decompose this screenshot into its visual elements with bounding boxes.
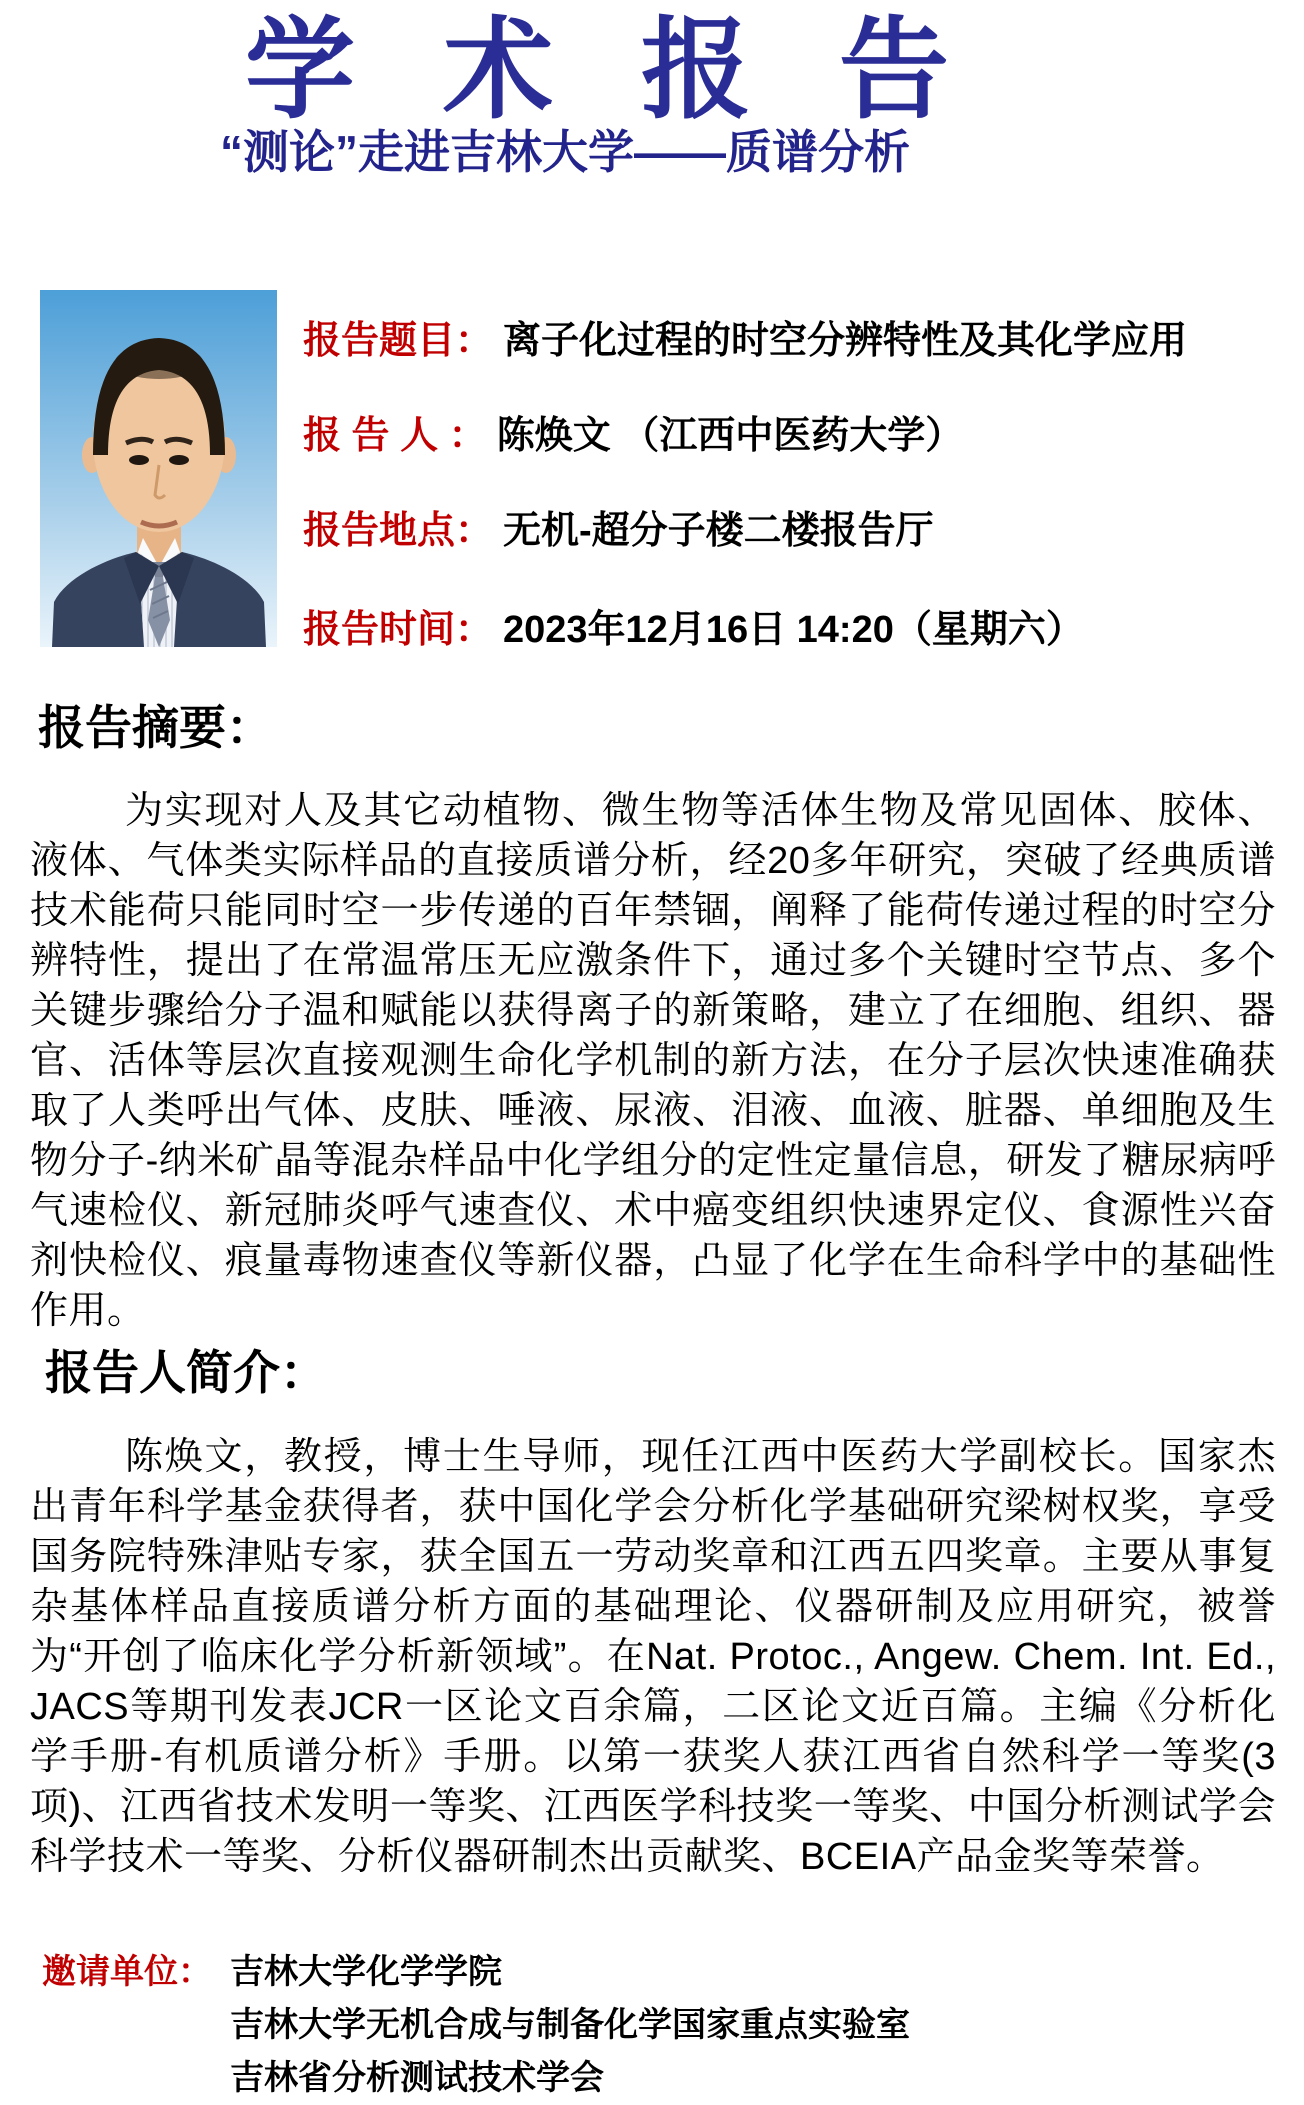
host-item: 吉林大学无机合成与制备化学国家重点实验室: [230, 2006, 910, 2044]
info-row-topic: [303, 318, 1187, 364]
bio-paragraph: 陈焕文，教授，博士生导师，现任江西中医药大学副校长。国家杰出青年科学基金获得者，获中国化学会分析化学基础研究梁树权奖，享受国务院特殊津贴专家，获全国五一劳动奖章和江西五四奖章。主要从事复杂基体样品直接质谱分析方面的基础理论、仪器研制及应用研究，被誉为“开创了临床化学分析新领域”。在Nat. Protoc., Angew. Chem. Int. Ed., JACS等期刊发表JCR一区论文百余篇，二区论文近百篇。主编《分析化学手册-有机质谱分析》手册。以第一获奖人获江西省自然科学一等奖(3项)、江西省技术发明一等奖、江西医学科技奖一等奖、中国分析测试学会科学技术一等奖、分析仪器研制杰出贡献奖、BCEIA产品金奖等荣誉。: [30, 1436, 1276, 1878]
time-value: 2023年12月16日 14:20（星期六）: [503, 609, 1084, 651]
location-value: 无机-超分子楼二楼报告厅: [503, 510, 934, 552]
topic-value: 离子化过程的时空分辨特性及其化学应用: [503, 320, 1188, 362]
portrait-illustration: [40, 290, 277, 647]
location-label: 报告地点：: [303, 510, 494, 552]
hosts-list: [230, 1946, 910, 2105]
page-title: 学术报告: [245, 5, 1037, 134]
page-subtitle: “测论”走进吉林大学——质谱分析: [220, 126, 910, 178]
topic-label: 报告题目：: [303, 320, 494, 362]
speaker-value: 陈焕文 （江西中医药大学）: [496, 415, 964, 457]
bio-heading: 报告人简介：: [45, 1346, 327, 1399]
speaker-label: 报 告 人 ：: [303, 415, 487, 457]
speaker-photo: [40, 290, 277, 647]
abstract-paragraph: 为实现对人及其它动植物、微生物等活体生物及常见固体、胶体、液体、气体类实际样品的直接质谱分析，经20多年研究，突破了经典质谱技术能荷只能同时空一步传递的百年禁锢，阐释了能荷传递过程的时空分辨特性，提出了在常温常压无应激条件下，通过多个关键时空节点、多个关键步骤给分子温和赋能以获得离子的新策略，建立了在细胞、组织、器官、活体等层次直接观测生命化学机制的新方法，在分子层次快速准确获取了人类呼出气体、皮肤、唾液、尿液、泪液、血液、脏器、单细胞及生物分子-纳米矿晶等混杂样品中化学组分的定性定量信息，研发了糖尿病呼气速检仪、新冠肺炎呼气速查仪、术中癌变组织快速界定仪、食源性兴奋剂快检仪、痕量毒物速查仪等新仪器，凸显了化学在生命科学中的基础性作用。: [30, 790, 1276, 1332]
time-label: 报告时间：: [303, 609, 494, 651]
abstract-heading: 报告摘要：: [38, 701, 273, 754]
info-row-location: [303, 508, 934, 554]
host-item: 吉林省分析测试技术学会: [230, 2059, 604, 2097]
info-row-time: [303, 607, 1084, 653]
info-row-speaker: [303, 413, 963, 459]
hosts-label: 邀请单位：: [42, 1953, 212, 1991]
hosts-section: [42, 1946, 910, 2105]
host-item: 吉林大学化学学院: [230, 1953, 502, 1991]
